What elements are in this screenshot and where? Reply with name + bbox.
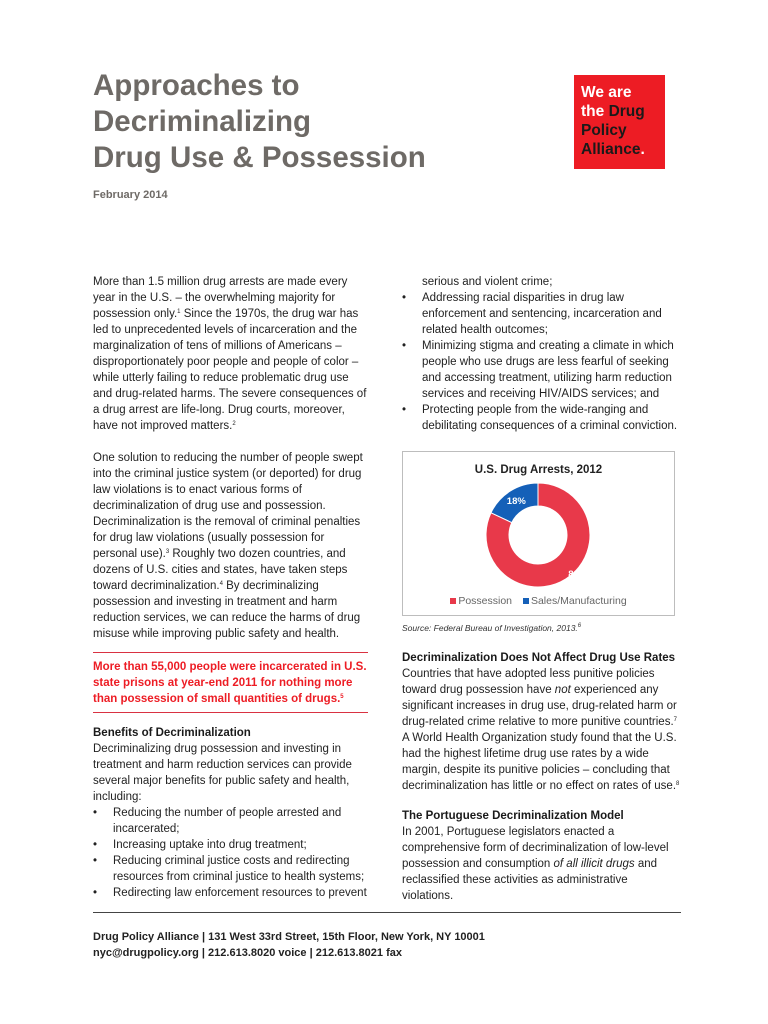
logo-line-2 bbox=[581, 102, 665, 121]
benefit-item: • Reducing criminal justice costs and redirecting resources from criminal justice to health systems; bbox=[93, 853, 368, 885]
footnote-7: 7 bbox=[673, 717, 677, 723]
benefit-item: • Addressing racial disparities in drug law enforcement and sentencing, incarceration and related health outcomes; bbox=[402, 290, 680, 338]
footer-contact: nyc@drugpolicy.org | 212.613.8020 voice | 212.613.8021 fax bbox=[93, 947, 402, 959]
data-label-possession: 82% bbox=[568, 569, 588, 581]
footnote-1: 1 bbox=[177, 309, 181, 315]
solution-text-a: One solution to reducing the number of people swept into the criminal justice system (or deported) for drug law violations is to enact various forms of decriminalization of drug use and possession. Decriminalization is the removal of criminal penalties for drug law violations (usually possession for personal use). bbox=[93, 452, 363, 560]
logo-line-1: We are bbox=[581, 84, 632, 101]
drug-use-rates-paragraph bbox=[402, 666, 680, 794]
logo-dot: . bbox=[640, 141, 645, 158]
solution-text-b: Roughly two dozen countries, and dozens of U.S. cities and states, have taken steps toward decriminalization. bbox=[93, 548, 348, 592]
drug-arrests-chart bbox=[402, 451, 675, 616]
legend-swatch-sales bbox=[523, 598, 529, 604]
logo-line-4 bbox=[581, 140, 665, 159]
footnote-2: 2 bbox=[232, 421, 236, 427]
benefit-item: • Minimizing stigma and creating a climate in which people who use drugs are less fearful of seeking and accessing treatment, utilizing harm reduction services and receiving HIV/AIDS services; and bbox=[402, 338, 680, 402]
benefit-item-continued: serious and violent crime; bbox=[422, 276, 553, 288]
benefit-item: • Redirecting law enforcement resources to prevent bbox=[93, 885, 368, 901]
portugal-text-emphasis: of all illicit drugs bbox=[553, 858, 635, 870]
rates-text-a: Countries that have adopted less punitive policies toward drug possession have bbox=[402, 668, 655, 696]
legend-swatch-possession bbox=[450, 598, 456, 604]
right-column bbox=[402, 274, 680, 904]
rates-text-c: A World Health Organization study found that the U.S. had the highest lifetime drug use rates by a wide margin, despite its punitive policies – concluding that decriminalization has little or no effect on rates of use. bbox=[402, 732, 677, 792]
legend-label-sales: Sales/Manufacturing bbox=[530, 595, 627, 607]
data-label-sales-manufacturing: 18% bbox=[506, 495, 526, 507]
donut-chart-svg bbox=[403, 452, 674, 615]
footer bbox=[93, 929, 485, 961]
document-title bbox=[93, 68, 513, 176]
rates-text-emphasis: not bbox=[554, 684, 571, 696]
portugal-text-a: In 2001, Portuguese legislators enacted a comprehensive form of decriminalization of low-level possession and consumption bbox=[402, 826, 669, 870]
legend-item-possession bbox=[450, 595, 512, 607]
section-heading-portuguese-model: The Portuguese Decriminalization Model bbox=[402, 810, 624, 822]
footer-divider bbox=[93, 912, 681, 913]
chart-legend bbox=[403, 593, 674, 609]
callout-text: More than 55,000 people were incarcerated in U.S. state prisons at year-end 2011 for nothing more than possession of small quantities of drugs. bbox=[93, 661, 367, 705]
footnote-5: 5 bbox=[340, 694, 344, 700]
portuguese-model-paragraph bbox=[402, 824, 680, 904]
chart-title: U.S. Drug Arrests, 2012 bbox=[474, 464, 603, 476]
intro-text-b: Since the 1970s, the drug war has led to unprecedented levels of incarceration and the marginalization of tens of millions of Americans – disproportionately poor people and people of color – while utterly failing to reduce problematic drug use and drug-related harms. The severe consequences of a drug arrest are life-long. Drug courts, moreover, have not improved matters. bbox=[93, 308, 367, 432]
chart-source bbox=[402, 620, 680, 636]
benefit-item: • Protecting people from the wide-ranging and debilitating consequences of a criminal conviction. bbox=[402, 402, 680, 434]
footnote-3: 3 bbox=[165, 549, 170, 555]
benefits-list-continued bbox=[402, 274, 680, 434]
section-heading-drug-use-rates: Decriminalization Does Not Affect Drug Use Rates bbox=[402, 652, 676, 664]
footnote-4: 4 bbox=[219, 581, 223, 587]
footer-address: Drug Policy Alliance | 131 West 33rd Street, 15th Floor, New York, NY 10001 bbox=[93, 931, 485, 943]
intro-text-a: More than 1.5 million drug arrests are made every year in the U.S. – the overwhelming majority for possession only. bbox=[93, 276, 348, 320]
benefits-list bbox=[93, 805, 368, 901]
callout-statistic bbox=[93, 652, 368, 713]
solution-text-c: By decriminalizing possession and investing in treatment and harm reduction services, we can reduce the harms of drug misuse while improving public safety and health. bbox=[93, 580, 361, 640]
footnote-6: 6 bbox=[577, 623, 582, 629]
intro-paragraph bbox=[93, 274, 368, 434]
rates-text-b: experienced any significant increases in drug use, drug-related harm or drug-related crime relative to more punitive countries. bbox=[402, 684, 677, 728]
logo-text-the: the bbox=[581, 103, 609, 120]
solution-paragraph bbox=[93, 450, 368, 642]
title-line-1: Approaches to bbox=[93, 69, 300, 102]
legend-label-possession: Possession bbox=[458, 595, 513, 607]
title-line-2: Decriminalizing bbox=[93, 105, 312, 138]
publication-date: February 2014 bbox=[93, 189, 168, 201]
benefits-intro: Decriminalizing drug possession and investing in treatment and harm reduction services can provide several major benefits for public safety and health, including: bbox=[93, 743, 352, 803]
benefit-item: • Reducing the number of people arrested and incarcerated; bbox=[93, 805, 368, 837]
logo-text-alliance: Alliance bbox=[581, 141, 641, 158]
source-text: Source: Federal Bureau of Investigation, 2013. bbox=[402, 623, 578, 633]
logo-line-3: Policy bbox=[581, 122, 627, 139]
legend-item-sales bbox=[523, 595, 627, 607]
logo-text-drug: Drug bbox=[608, 103, 645, 120]
drug-policy-alliance-logo bbox=[574, 75, 665, 169]
left-column bbox=[93, 274, 368, 901]
title-line-3: Drug Use & Possession bbox=[93, 141, 426, 174]
portugal-text-b: and reclassified these activities as administrative violations. bbox=[402, 858, 658, 902]
benefit-item: • Increasing uptake into drug treatment; bbox=[93, 837, 368, 853]
footnote-8: 8 bbox=[676, 781, 680, 787]
benefits-heading: Benefits of Decriminalization bbox=[93, 727, 251, 739]
